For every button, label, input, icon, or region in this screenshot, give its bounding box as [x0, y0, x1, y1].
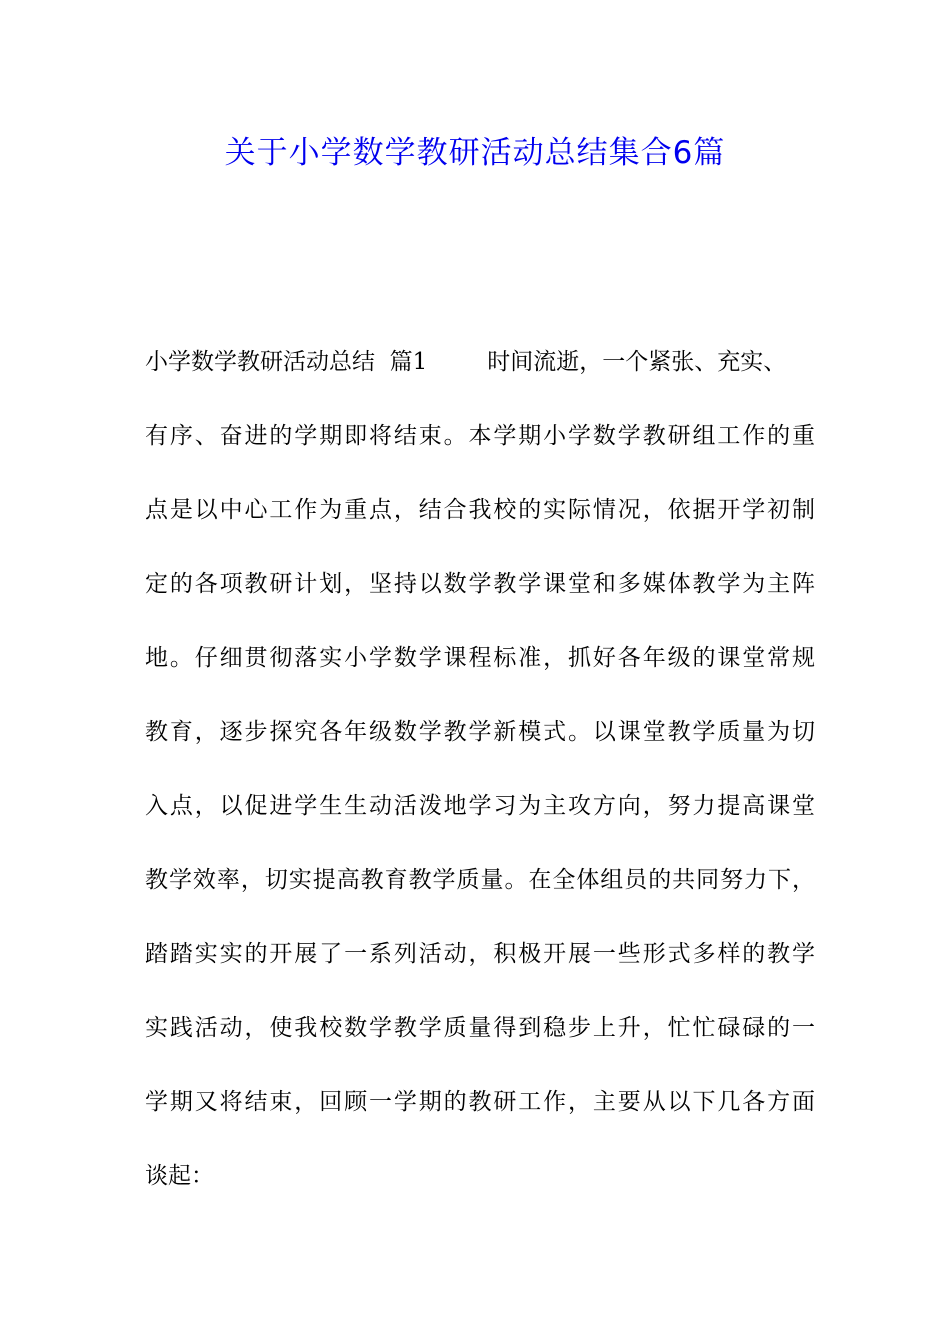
body-line-8: 教学效率，切实提高教育教学质量。在全体组员的共同努力下， [145, 867, 815, 893]
body-line-10: 实践活动，使我校数学教学质量得到稳步上升，忙忙碌碌的一 [145, 1015, 815, 1041]
body-line-7: 入点，以促进学生生动活泼地学习为主攻方向，努力提高课堂 [145, 793, 815, 819]
body-line-5: 地。仔细贯彻落实小学数学课程标准，抓好各年级的课堂常规 [145, 645, 815, 671]
body-line-11: 学期又将结束，回顾一学期的教研工作，主要从以下几各方面 [145, 1089, 815, 1115]
body-line-1 [145, 340, 815, 414]
body-line-2: 有序、奋进的学期即将结束。本学期小学数学教研组工作的重 [145, 423, 815, 449]
body-text-segment: 时间流逝，一个紧张、充实、 [487, 349, 787, 375]
body-line-12: 谈起： [145, 1163, 214, 1189]
body-line-3: 点是以中心工作为重点，结合我校的实际情况，依据开学初制 [145, 497, 815, 523]
document-body [145, 340, 815, 1228]
body-line-6: 教育，逐步探究各年级数学教学新模式。以课堂教学质量为切 [145, 719, 815, 745]
section-heading: 小学数学教研活动总结 篇1 [145, 349, 428, 375]
document-title: 关于小学数学教研活动总结集合6篇 [224, 135, 726, 171]
body-line-4: 定的各项教研计划，坚持以数学教学课堂和多媒体教学为主阵 [145, 571, 815, 597]
body-line-9: 踏踏实实的开展了一系列活动，积极开展一些形式多样的教学 [145, 941, 815, 967]
